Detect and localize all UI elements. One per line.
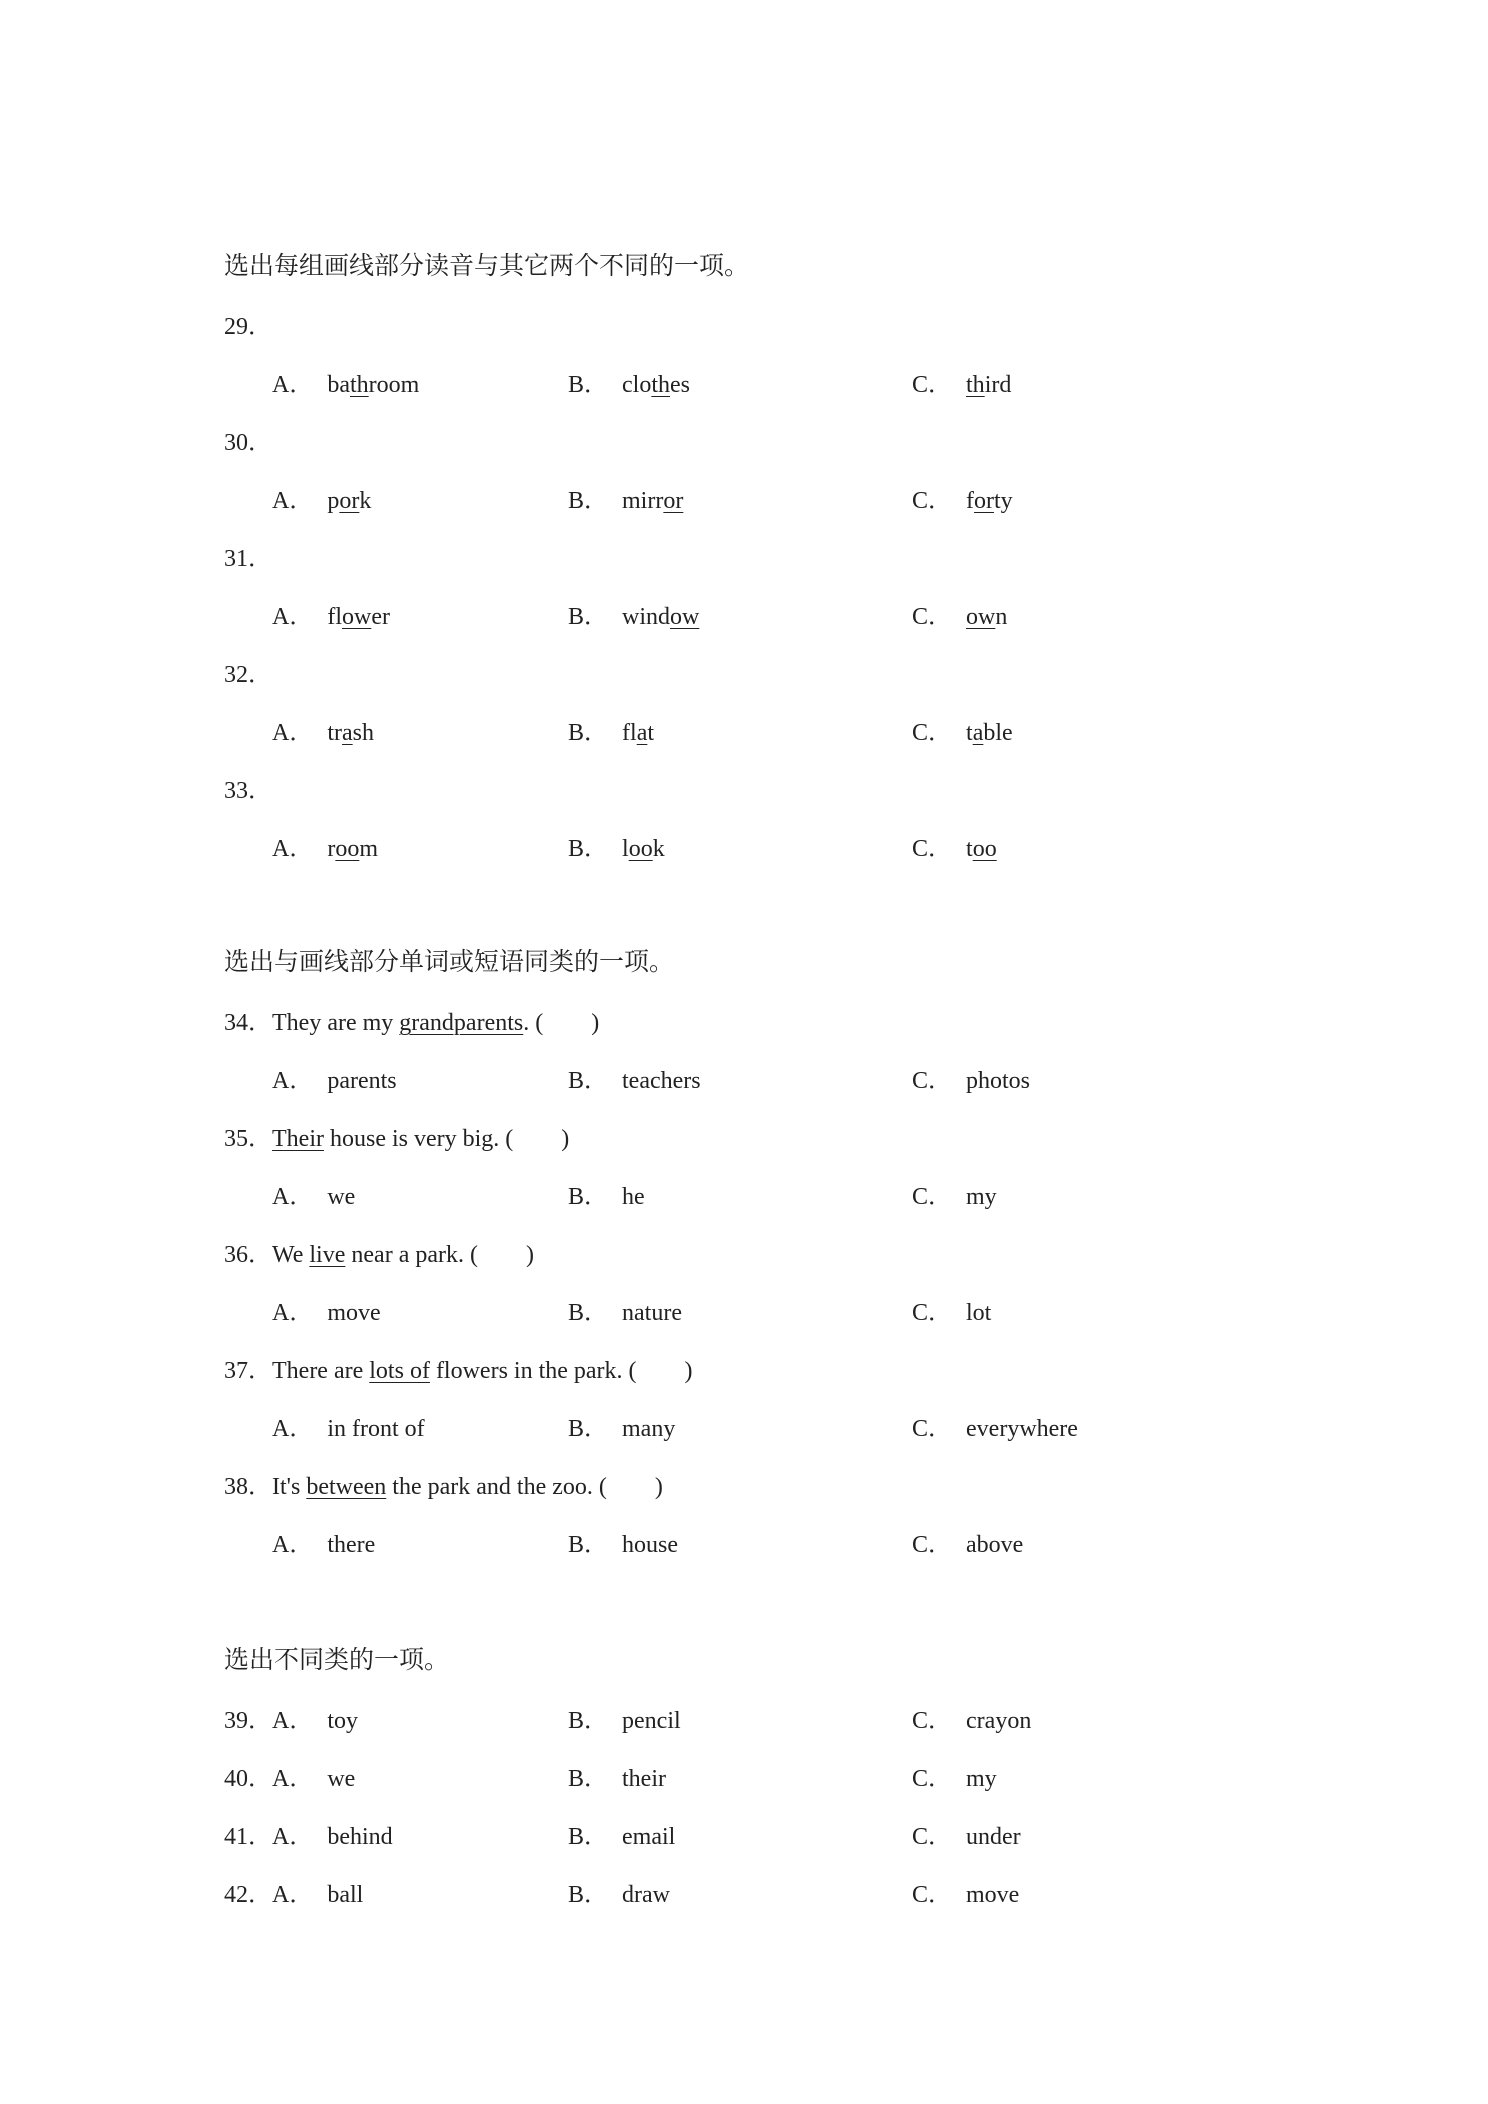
option-b[interactable]: B． pencil: [568, 1708, 681, 1734]
option-c[interactable]: C． forty: [912, 488, 1013, 514]
option-a[interactable]: A． pork: [272, 488, 372, 514]
option-c[interactable]: C． lot: [912, 1300, 992, 1326]
option-c[interactable]: C． too: [912, 836, 997, 862]
option-c[interactable]: C． my: [912, 1766, 997, 1792]
section3-instruction: 选出不同类的一项。: [224, 1647, 450, 1674]
question-number: 33．: [224, 778, 272, 804]
option-b[interactable]: B． draw: [568, 1882, 670, 1908]
option-b[interactable]: B． window: [568, 604, 700, 630]
option-a[interactable]: A． trash: [272, 720, 375, 746]
option-a[interactable]: A． bathroom: [272, 372, 420, 398]
option-c[interactable]: C． own: [912, 604, 1008, 630]
option-a[interactable]: A． flower: [272, 604, 391, 630]
option-b[interactable]: B． email: [568, 1824, 676, 1850]
question-stem: 38．It's between the park and the zoo. ( ): [224, 1474, 663, 1500]
option-c[interactable]: C． third: [912, 372, 1012, 398]
option-a[interactable]: A． room: [272, 836, 379, 862]
option-c[interactable]: C． everywhere: [912, 1416, 1078, 1442]
question-option-a[interactable]: 42．A． ball: [224, 1882, 364, 1908]
option-a[interactable]: A． parents: [272, 1068, 397, 1094]
option-c[interactable]: C． crayon: [912, 1708, 1032, 1734]
option-a[interactable]: A． move: [272, 1300, 381, 1326]
option-b[interactable]: B． flat: [568, 720, 655, 746]
question-number: 30．: [224, 430, 272, 456]
option-b[interactable]: B． many: [568, 1416, 676, 1442]
option-c[interactable]: C． under: [912, 1824, 1021, 1850]
option-b[interactable]: B． house: [568, 1532, 679, 1558]
question-option-a[interactable]: 39．A． toy: [224, 1708, 359, 1734]
option-b[interactable]: B． teachers: [568, 1068, 701, 1094]
option-b[interactable]: B． clothes: [568, 372, 691, 398]
question-stem: 36．We live near a park. ( ): [224, 1242, 534, 1268]
option-b[interactable]: B． nature: [568, 1300, 682, 1326]
question-option-a[interactable]: 40．A． we: [224, 1766, 356, 1792]
section1-instruction: 选出每组画线部分读音与其它两个不同的一项。: [224, 253, 750, 280]
option-c[interactable]: C． my: [912, 1184, 997, 1210]
option-c[interactable]: C． move: [912, 1882, 1020, 1908]
option-c[interactable]: C． photos: [912, 1068, 1031, 1094]
question-stem: 35．Their house is very big. ( ): [224, 1126, 570, 1152]
option-b[interactable]: B． he: [568, 1184, 645, 1210]
option-c[interactable]: C． table: [912, 720, 1013, 746]
option-b[interactable]: B． look: [568, 836, 665, 862]
section2-instruction: 选出与画线部分单词或短语同类的一项。: [224, 949, 675, 976]
option-a[interactable]: A． in front of: [272, 1416, 425, 1442]
question-stem: 37．There are lots of flowers in the park. ( ): [224, 1358, 693, 1384]
question-number: 29．: [224, 314, 272, 340]
question-number: 31．: [224, 546, 272, 572]
question-option-a[interactable]: 41．A． behind: [224, 1824, 393, 1850]
option-c[interactable]: C． above: [912, 1532, 1024, 1558]
question-stem: 34．They are my grandparents. ( ): [224, 1010, 600, 1036]
option-b[interactable]: B． their: [568, 1766, 666, 1792]
question-number: 32．: [224, 662, 272, 688]
option-b[interactable]: B． mirror: [568, 488, 684, 514]
option-a[interactable]: A． we: [272, 1184, 356, 1210]
option-a[interactable]: A． there: [272, 1532, 376, 1558]
